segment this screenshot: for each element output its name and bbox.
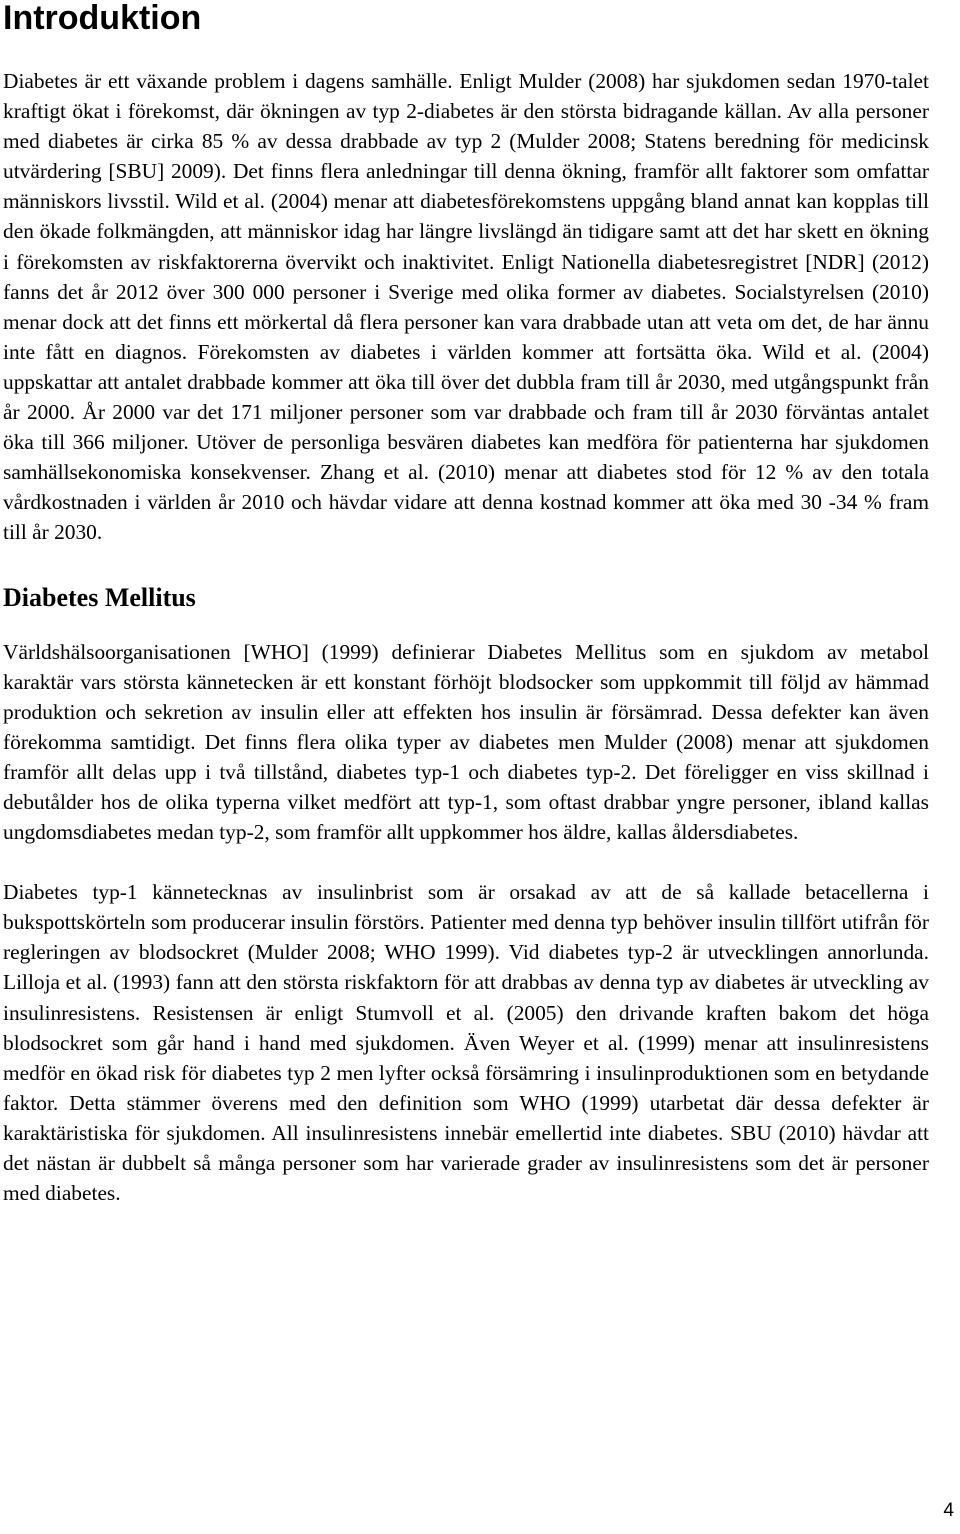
diabetes-mellitus-paragraph-2: Diabetes typ-1 kännetecknas av insulinbrist som är orsakad av att de så kallade betacellerna i bukspottskörteln som producerar insulin förstörs. Patienter med denna typ behöver insulin tillfört utifrån för regleringen av blodsockret (Mulder 2008; WHO 1999). Vid diabetes typ-2 är utvecklingen annorlunda. Lilloja et al. (1993) fann att den största riskfaktorn för att drabbas av denna typ av diabetes är utveckling av insulinresistens. Resistensen är enligt Stumvoll et al. (2005) den drivande kraften bakom det höga blodsockret som går hand i hand med sjukdomen. Även Weyer et al. (1999) menar att insulinresistens medför en ökad risk för diabetes typ 2 men lyfter också försämring i insulinproduktionen som en betydande faktor. Detta stämmer överens med den definition som WHO (1999) utarbetat där dessa defekter är karaktäristiska för sjukdomen. All insulinresistens innebär emellertid inte diabetes. SBU (2010) hävdar att det nästan är dubbelt så många personer som har varierade grader av insulinresistens som det är personer med diabetes. [3, 880, 929, 1206]
page-number: 4 [943, 1500, 954, 1521]
section-heading-introduktion: Introduktion [3, 0, 202, 37]
section-heading-diabetes-mellitus: Diabetes Mellitus [3, 582, 196, 612]
diabetes-mellitus-paragraph-1: Världshälsoorganisationen [WHO] (1999) definierar Diabetes Mellitus som en sjukdom av metabol karaktär vars största kännetecken är ett konstant förhöjt blodsocker som uppkommit till följd av hämmad produktion och sekretion av insulin eller att effekten hos insulin är försämrad. Dessa defekter kan även förekomma samtidigt. Det finns flera olika typer av diabetes men Mulder (2008) menar att sjukdomen framför allt delas upp i två tillstånd, diabetes typ-1 och diabetes typ-2. Det föreligger en viss skillnad i debutålder hos de olika typerna vilket medfört att typ-1, som oftast drabbar yngre personer, ibland kallas ungdomsdiabetes medan typ-2, som framför allt uppkommer hos äldre, kallas åldersdiabetes. [3, 639, 929, 845]
intro-paragraph: Diabetes är ett växande problem i dagens samhälle. Enligt Mulder (2008) har sjukdomen sedan 1970-talet kraftigt ökat i förekomst, där ökningen av typ 2-diabetes är den största bidragande källan. Av alla personer med diabetes är cirka 85 % av dessa drabbade av typ 2 (Mulder 2008; Statens beredning för medicinsk utvärdering [SBU] 2009). Det finns flera anledningar till denna ökning, framför allt faktorer som omfattar människors livsstil. Wild et al. (2004) menar att diabetesförekomstens uppgång bland annat kan kopplas till den ökade folkmängden, att människor idag har längre livslängd än tidigare samt att det har skett en ökning i förekomsten av riskfaktorerna övervikt och inaktivitet. Enligt Nationella diabetesregistret [NDR] (2012) fanns det år 2012 över 300 000 personer i Sverige med olika former av diabetes. Socialstyrelsen (2010) menar dock att det finns ett mörkertal då flera personer kan vara drabbade utan att veta om det, de har ännu inte fått en diagnos. Förekomsten av diabetes i världen kommer att fortsätta öka. Wild et al. (2004) uppskattar att antalet drabbade kommer att öka till över det dubbla fram till år 2030, med utgångspunkt från år 2000. År 2000 var det 171 miljoner personer som var drabbade och fram till år 2030 förväntas antalet öka till 366 miljoner. Utöver de personliga besvären diabetes kan medföra för patienterna har sjukdomen samhällsekonomiska konsekvenser. Zhang et al. (2010) menar att diabetes stod för 12 % av den totala vårdkostnaden i världen år 2010 och hävdar vidare att denna kostnad kommer att öka med 30 -34 % fram till år 2030. [3, 69, 929, 545]
document-page [3, 0, 929, 1208]
